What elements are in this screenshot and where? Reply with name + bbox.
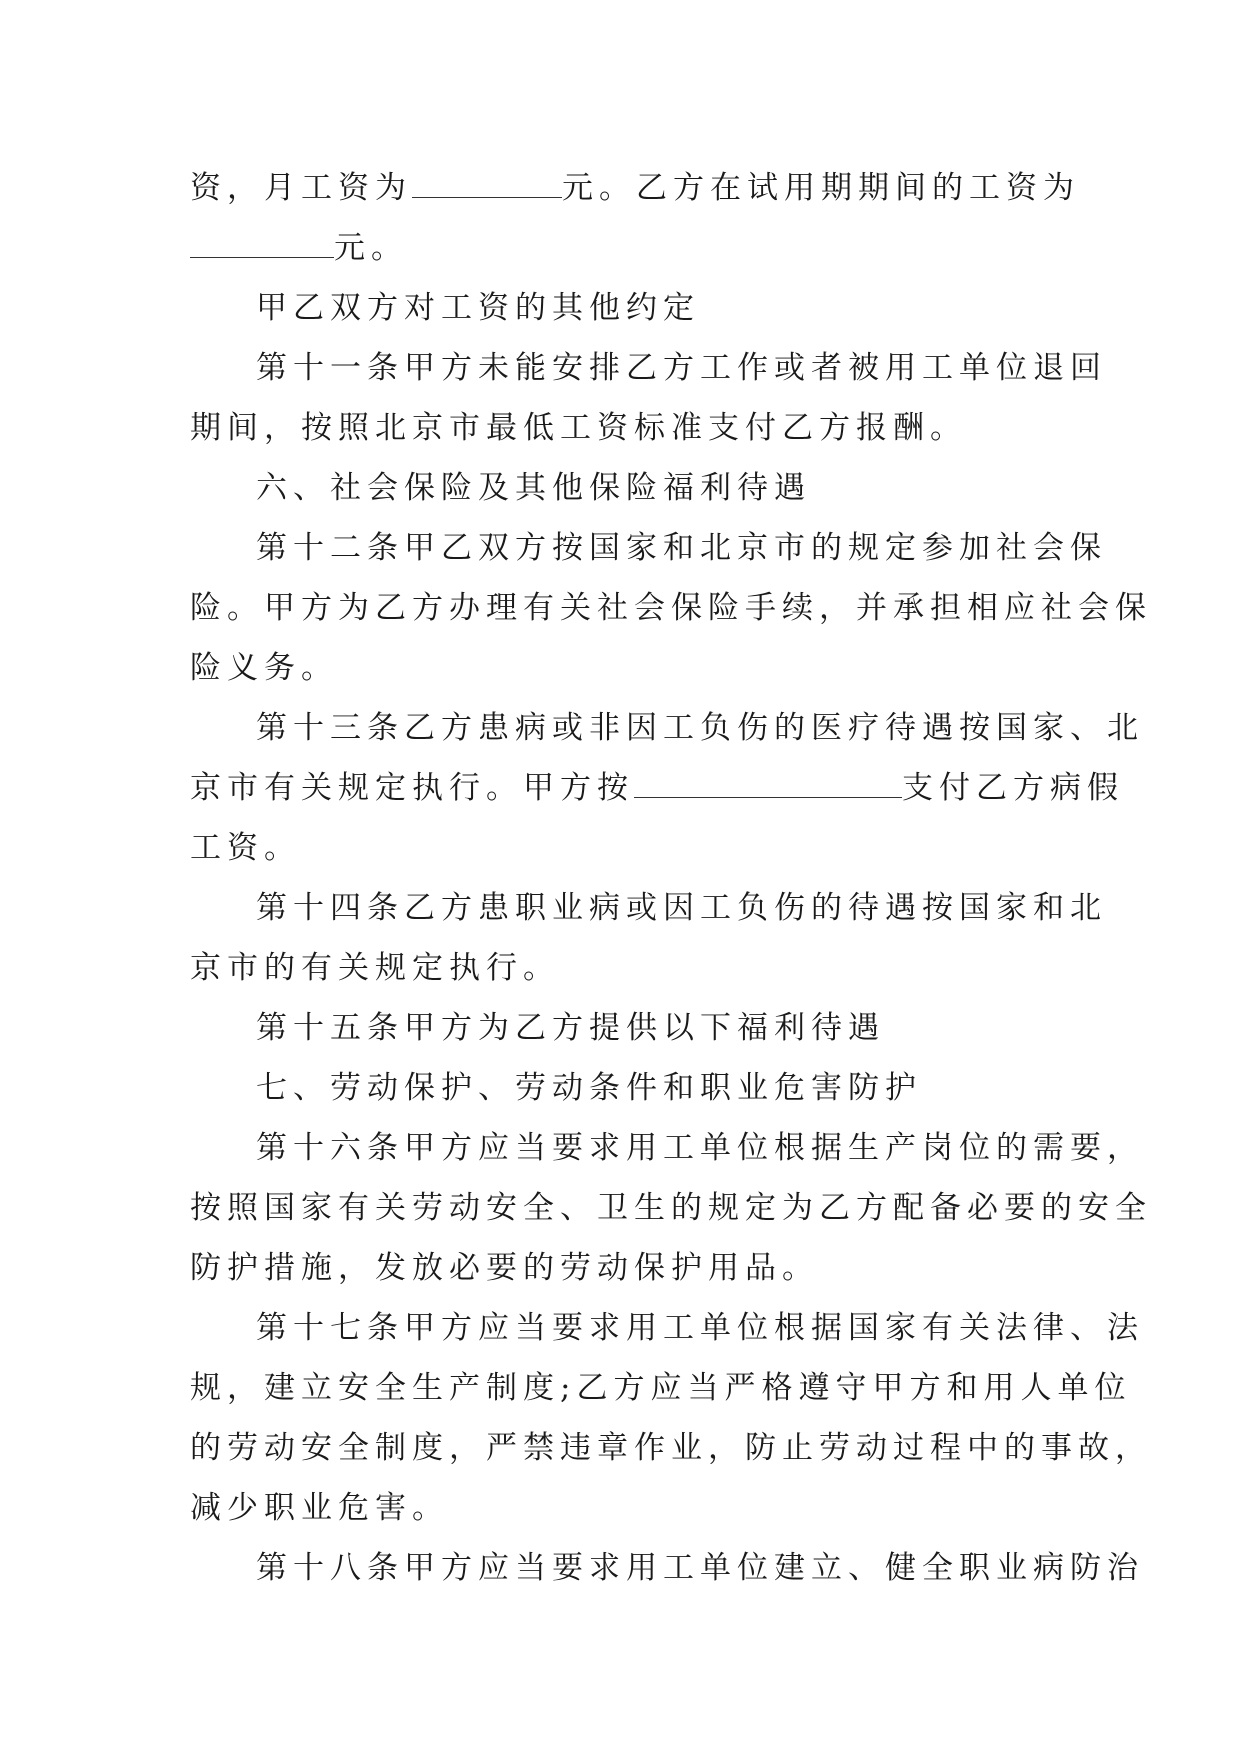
- paragraph-line: 工资。: [190, 830, 301, 866]
- paragraph-line: 第十八条甲方应当要求用工单位建立、健全职业病防治: [256, 1550, 1144, 1586]
- section-heading: 七、劳动保护、劳动条件和职业危害防护: [256, 1070, 922, 1106]
- paragraph-line: 期间，按照北京市最低工资标准支付乙方报酬。: [190, 410, 967, 446]
- paragraph-line: 第十六条甲方应当要求用工单位根据生产岗位的需要，: [256, 1130, 1144, 1166]
- paragraph-line: 京市的有关规定执行。: [190, 950, 560, 986]
- text-segment: 元。乙方在试用期期间的工资为: [562, 170, 1080, 206]
- paragraph-line: 第十四条乙方患职业病或因工负伤的待遇按国家和北: [256, 890, 1107, 926]
- document-body: [190, 158, 1152, 1598]
- paragraph-line: [190, 158, 1080, 218]
- paragraph-line: 甲乙双方对工资的其他约定: [256, 290, 700, 326]
- paragraph-line: 的劳动安全制度，严禁违章作业，防止劳动过程中的事故，: [190, 1430, 1152, 1466]
- fill-in-blank-probation-wage: [190, 227, 334, 258]
- paragraph-line: 第十二条甲乙双方按国家和北京市的规定参加社会保: [256, 530, 1107, 566]
- paragraph-line: 防护措施，发放必要的劳动保护用品。: [190, 1250, 819, 1286]
- paragraph-line: 险。甲方为乙方办理有关社会保险手续，并承担相应社会保: [190, 590, 1152, 626]
- paragraph-line: 第十五条甲方为乙方提供以下福利待遇: [256, 1010, 885, 1046]
- paragraph-line: 第十一条甲方未能安排乙方工作或者被用工单位退回: [256, 350, 1107, 386]
- paragraph-line: [190, 758, 1124, 818]
- paragraph-line: 减少职业危害。: [190, 1490, 449, 1526]
- text-segment: 京市有关规定执行。甲方按: [190, 770, 634, 806]
- paragraph-line: 规，建立安全生产制度;乙方应当严格遵守甲方和用人单位: [190, 1370, 1132, 1406]
- fill-in-blank-sick-pay: [634, 767, 902, 798]
- text-segment: 资，月工资为: [190, 170, 412, 206]
- fill-in-blank-monthly-wage: [412, 167, 562, 198]
- text-segment: 支付乙方病假: [902, 770, 1124, 806]
- paragraph-line: 按照国家有关劳动安全、卫生的规定为乙方配备必要的安全: [190, 1190, 1152, 1226]
- paragraph-line: 第十三条乙方患病或非因工负伤的医疗待遇按国家、北: [256, 710, 1144, 746]
- text-segment: 元。: [334, 230, 408, 266]
- section-heading: 六、社会保险及其他保险福利待遇: [256, 470, 811, 506]
- paragraph-line: 第十七条甲方应当要求用工单位根据国家有关法律、法: [256, 1310, 1144, 1346]
- paragraph-line: [190, 218, 1052, 278]
- paragraph-line: 险义务。: [190, 650, 338, 686]
